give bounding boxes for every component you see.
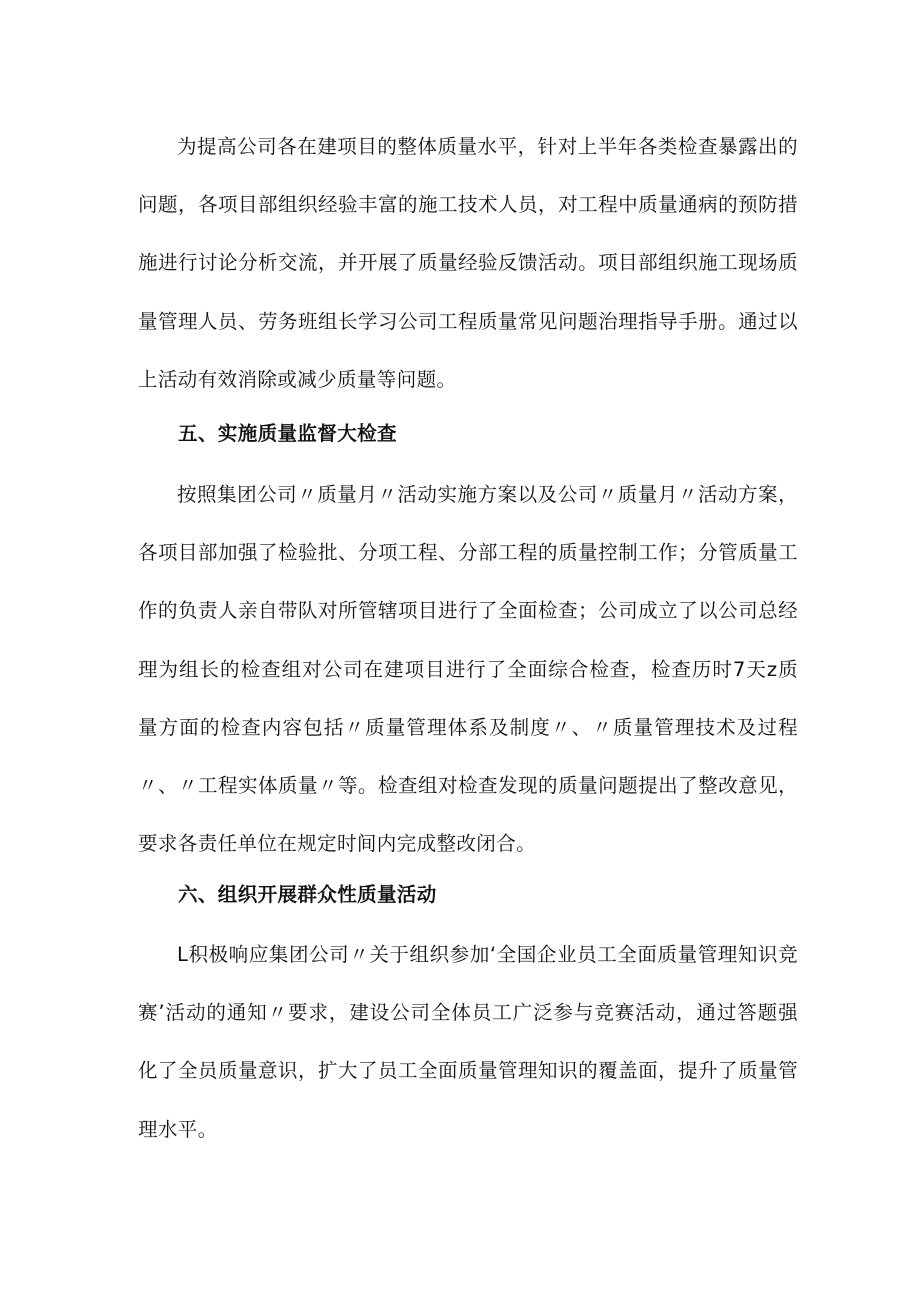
section-heading-inspection: 五、实施质量监督大检查 [178,422,397,445]
paragraph-knowledge-contest: L积极响应集团公司〃关于组织参加‘全国企业员工全面质量管理知识竞赛’活动的通知〃要求，建设公司全体员工广泛参与竞赛活动，通过答题强化了全员质量意识，扩大了员工全面质量管理知识的覆盖面，提升了质量管理水平。 [138,943,798,1141]
paragraph-quality-feedback: 为提高公司各在建项目的整体质量水平，针对上半年各类检查暴露出的问题，各项目部组织经验丰富的施工技术人员，对工程中质量通病的预防措施进行讨论分析交流，并开展了质量经验反馈活动。项目部组织施工现场质量管理人员、劳务班组长学习公司工程质量常见问题治理指导手册。通过以上活动有效消除或减少质量等问题。 [138,135,798,391]
section-heading-mass-activities: 六、组织开展群众性质量活动 [178,883,437,906]
paragraph-inspection: 按照集团公司〃质量月〃活动实施方案以及公司〃质量月〃活动方案，各项目部加强了检验批、分项工程、分部工程的质量控制工作；分管质量工作的负责人亲自带队对所管辖项目进行了全面检查；公司成立了以公司总经理为组长的检查组对公司在建项目进行了全面综合检查，检查历时7天z质量方面的检查内容包括〃质量管理体系及制度〃、〃质量管理技术及过程〃、〃工程实体质量〃等。检查组对检查发现的质量问题提出了整改意见，要求各责任单位在规定时间内完成整改闭合。 [138,483,798,856]
